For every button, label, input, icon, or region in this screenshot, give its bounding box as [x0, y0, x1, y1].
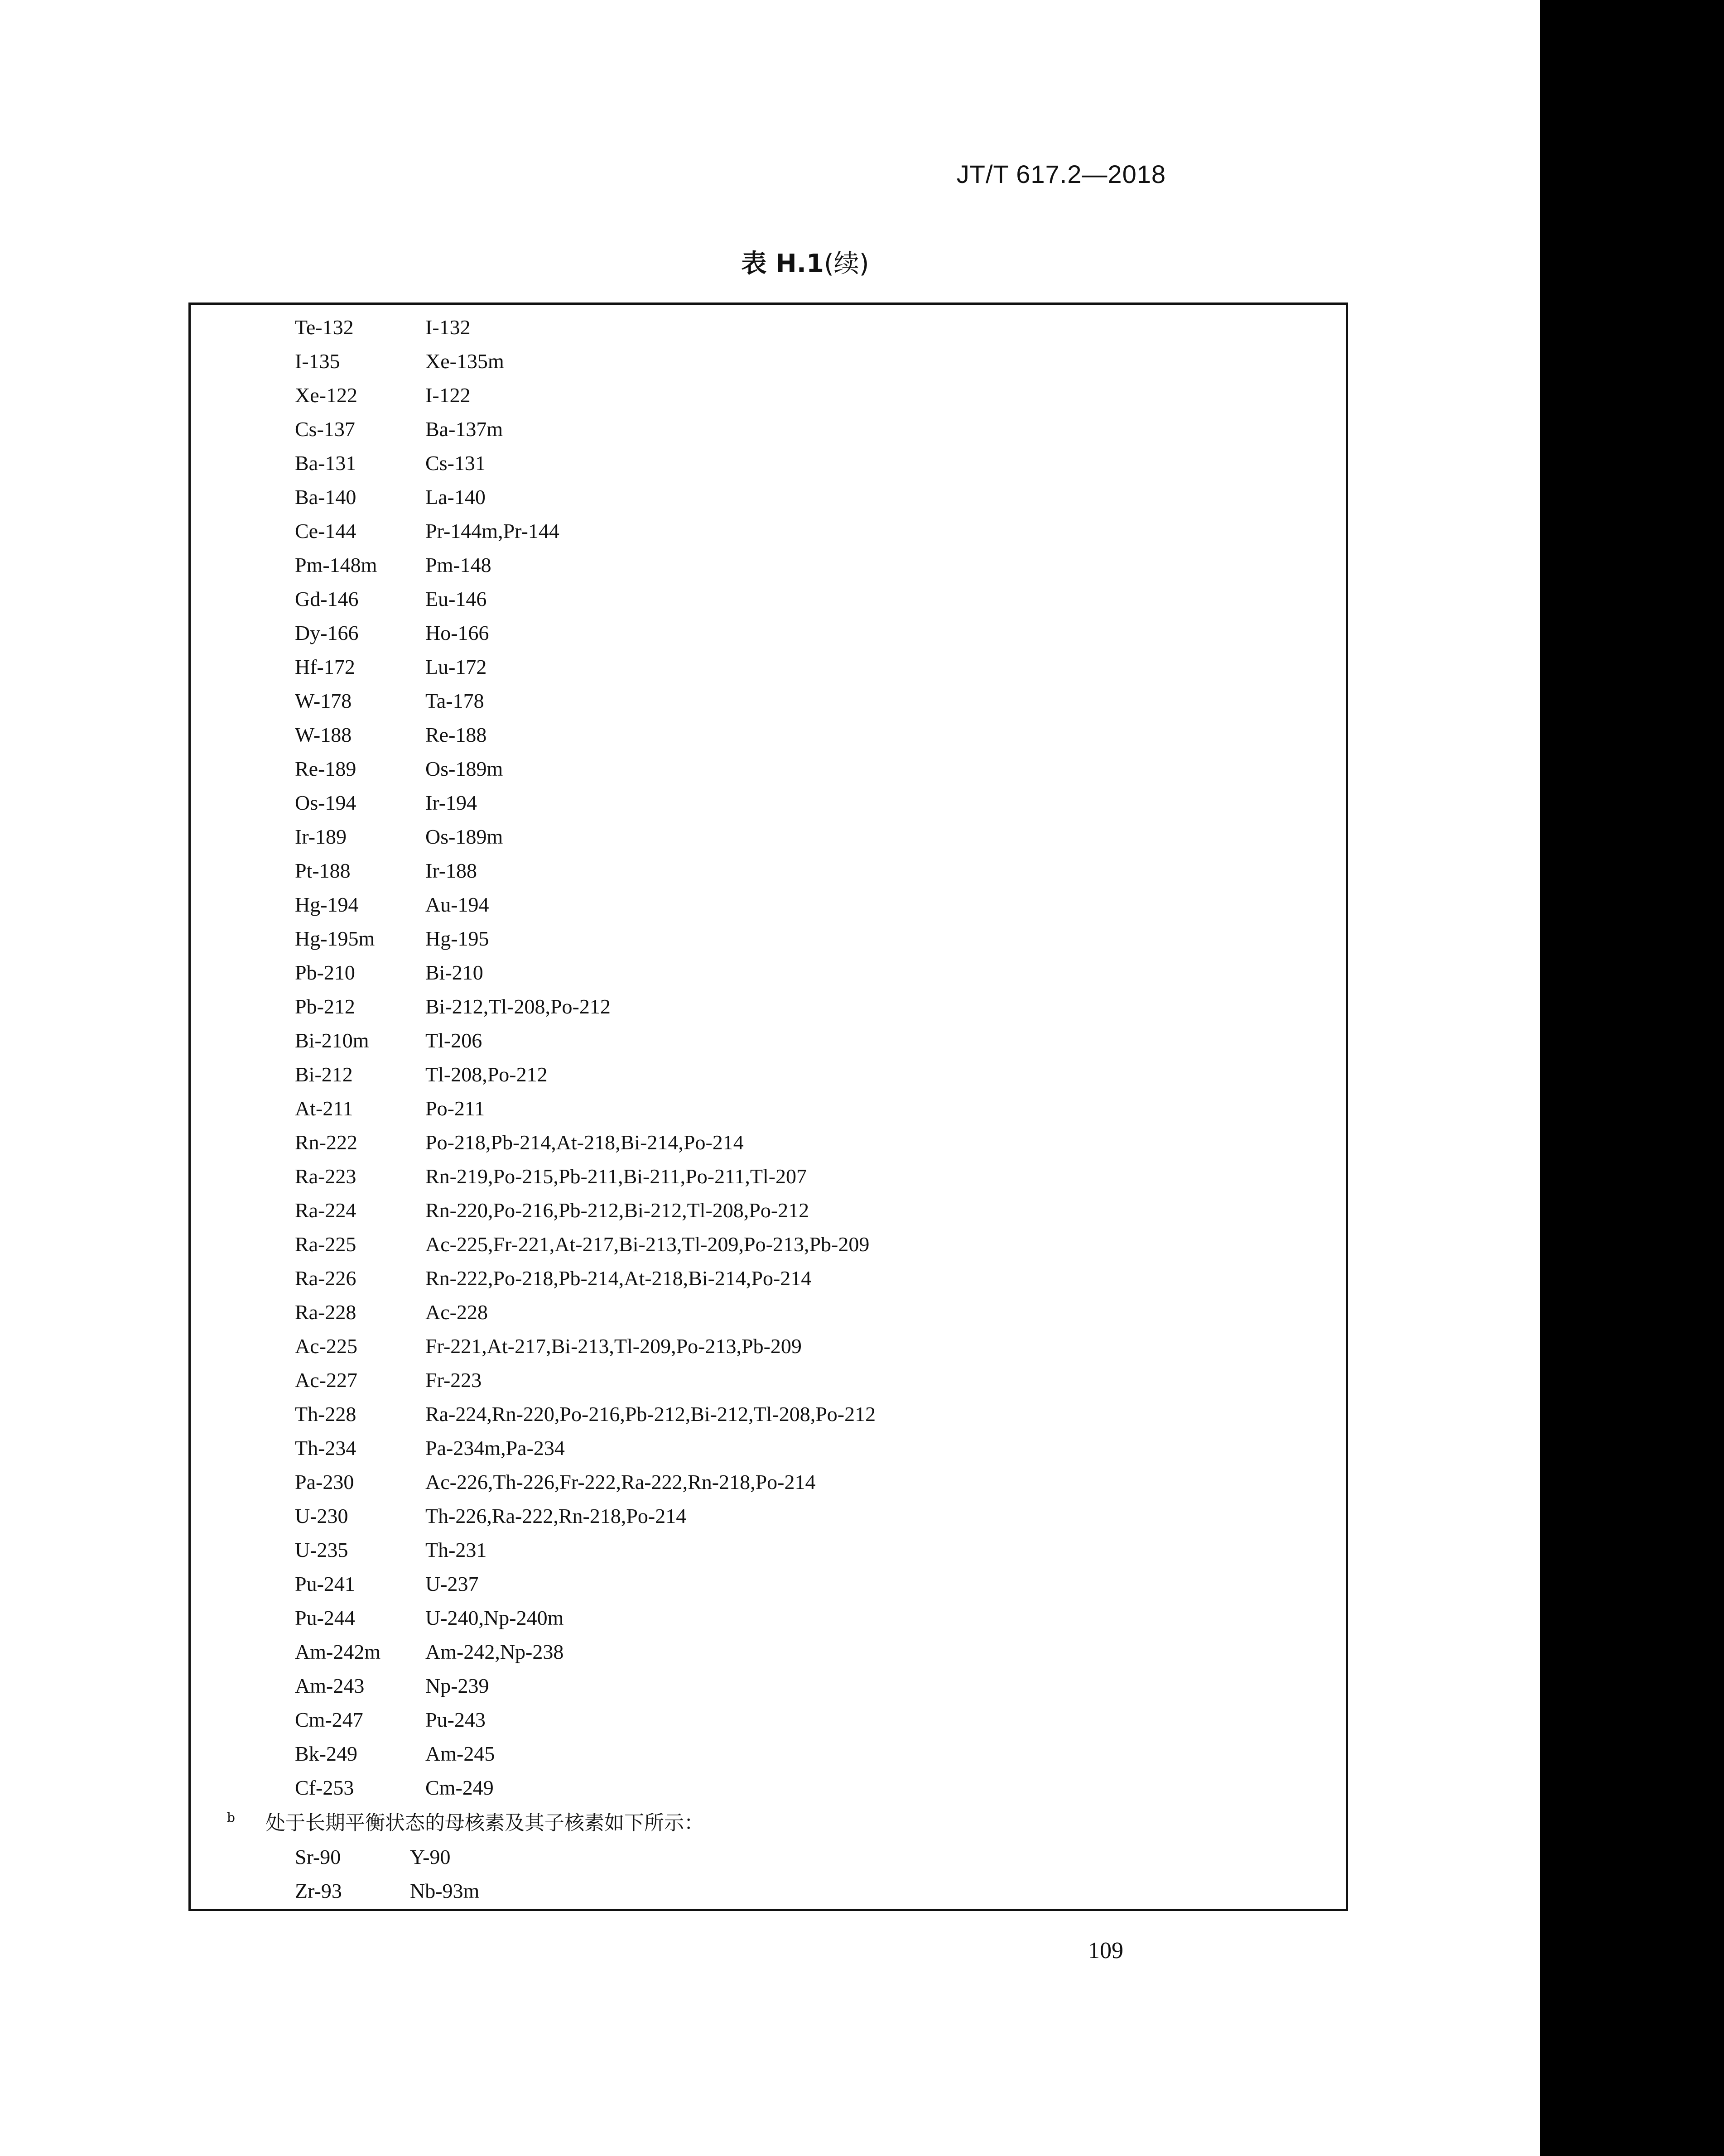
daughter-nuclides: La-140 — [425, 485, 486, 509]
daughter-nuclides: Rn-220,Po-216,Pb-212,Bi-212,Tl-208,Po-212 — [425, 1199, 809, 1222]
parent-nuclide: Pa-230 — [295, 1470, 354, 1493]
daughter-nuclides: Au-194 — [425, 893, 489, 916]
parent-nuclide: At-211 — [295, 1097, 353, 1120]
parent-nuclide: Am-242m — [295, 1640, 381, 1663]
parent-nuclide: Bi-210m — [295, 1029, 369, 1052]
daughter-nuclides: Ac-225,Fr-221,At-217,Bi-213,Tl-209,Po-213,Pb-209 — [425, 1233, 870, 1256]
parent-nuclide: Ra-223 — [295, 1165, 356, 1188]
parent-nuclide: Hg-195m — [295, 927, 375, 950]
standard-code: JT/T 617.2—2018 — [956, 160, 1166, 188]
parent-nuclide: Hg-194 — [295, 893, 359, 916]
daughter-nuclides: Pa-234m,Pa-234 — [425, 1436, 565, 1460]
parent-nuclide: U-230 — [295, 1504, 348, 1527]
footnote-marker: b — [227, 1810, 235, 1825]
daughter-nuclides: Ir-194 — [425, 791, 477, 814]
daughter-nuclides: Ra-224,Rn-220,Po-216,Pb-212,Bi-212,Tl-208,Po-212 — [425, 1402, 876, 1426]
daughter-nuclides: Pm-148 — [425, 553, 491, 576]
table-title — [0, 244, 1610, 280]
daughter-nuclides: Fr-221,At-217,Bi-213,Tl-209,Po-213,Pb-209 — [425, 1335, 802, 1358]
daughter-nuclides: I-122 — [425, 384, 471, 407]
parent-nuclide: Gd-146 — [295, 587, 359, 610]
parent-nuclide: Ce-144 — [295, 519, 356, 543]
daughter-nuclides: Hg-195 — [425, 927, 489, 950]
parent-nuclide: Ba-131 — [295, 451, 356, 475]
daughter-nuclides: Nb-93m — [410, 1879, 480, 1902]
table-title-suffix: (续) — [823, 249, 869, 279]
daughter-nuclides: Am-245 — [425, 1742, 495, 1765]
daughter-nuclides: Ta-178 — [425, 689, 484, 712]
parent-nuclide: Pm-148m — [295, 553, 377, 576]
scan-border — [1540, 0, 1724, 2156]
parent-nuclide: Th-228 — [295, 1402, 356, 1426]
footnote-text: 处于长期平衡状态的母核素及其子核素如下所示： — [265, 1811, 704, 1834]
parent-nuclide: Ac-225 — [295, 1335, 357, 1358]
parent-nuclide: Ir-189 — [295, 825, 347, 848]
daughter-nuclides: Y-90 — [410, 1845, 451, 1868]
parent-nuclide: Pb-210 — [295, 961, 355, 984]
parent-nuclide: Am-243 — [295, 1674, 365, 1697]
parent-nuclide: Pt-188 — [295, 859, 351, 882]
parent-nuclide: W-178 — [295, 689, 352, 712]
table-title-label: 表 H.1 — [741, 249, 824, 279]
daughter-nuclides: Th-231 — [425, 1538, 487, 1561]
parent-nuclide: Pb-212 — [295, 995, 355, 1018]
daughter-nuclides: Eu-146 — [425, 587, 487, 610]
daughter-nuclides: Rn-219,Po-215,Pb-211,Bi-211,Po-211,Tl-207 — [425, 1165, 807, 1188]
daughter-nuclides: Bi-212,Tl-208,Po-212 — [425, 995, 611, 1018]
daughter-nuclides: Re-188 — [425, 723, 487, 746]
parent-nuclide: Bi-212 — [295, 1063, 353, 1086]
daughter-nuclides: Bi-210 — [425, 961, 483, 984]
daughter-nuclides: Ac-228 — [425, 1301, 488, 1324]
parent-nuclide: Xe-122 — [295, 384, 357, 407]
parent-nuclide: Re-189 — [295, 757, 356, 780]
daughter-nuclides: U-237 — [425, 1572, 479, 1595]
daughter-nuclides: Lu-172 — [425, 655, 487, 678]
parent-nuclide: Pu-244 — [295, 1606, 355, 1629]
daughter-nuclides: Ho-166 — [425, 621, 489, 644]
parent-nuclide: Ra-224 — [295, 1199, 356, 1222]
page-number: 109 — [1088, 1938, 1123, 1964]
parent-nuclide: Cm-247 — [295, 1708, 363, 1731]
daughter-nuclides: Ir-188 — [425, 859, 477, 882]
daughter-nuclides: Pr-144m,Pr-144 — [425, 519, 559, 543]
parent-nuclide: Ac-227 — [295, 1369, 357, 1392]
daughter-nuclides: Fr-223 — [425, 1369, 482, 1392]
daughter-nuclides: Th-226,Ra-222,Rn-218,Po-214 — [425, 1504, 687, 1527]
parent-nuclide: Rn-222 — [295, 1131, 357, 1154]
daughter-nuclides: Rn-222,Po-218,Pb-214,At-218,Bi-214,Po-214 — [425, 1267, 812, 1290]
daughter-nuclides: Cs-131 — [425, 451, 486, 475]
parent-nuclide: U-235 — [295, 1538, 348, 1561]
parent-nuclide: Hf-172 — [295, 655, 355, 678]
parent-nuclide: Zr-93 — [295, 1879, 342, 1902]
daughter-nuclides: Cm-249 — [425, 1776, 494, 1799]
daughter-nuclides: Pu-243 — [425, 1708, 486, 1731]
parent-nuclide: Te-132 — [295, 316, 354, 339]
daughter-nuclides: I-132 — [425, 316, 471, 339]
daughter-nuclides: Xe-135m — [425, 350, 504, 373]
parent-nuclide: Bk-249 — [295, 1742, 357, 1765]
daughter-nuclides: Tl-206 — [425, 1029, 482, 1052]
parent-nuclide: Sr-90 — [295, 1845, 341, 1868]
parent-nuclide: I-135 — [295, 350, 340, 373]
parent-nuclide: W-188 — [295, 723, 352, 746]
daughter-nuclides: Po-218,Pb-214,At-218,Bi-214,Po-214 — [425, 1131, 744, 1154]
parent-nuclide: Ba-140 — [295, 485, 356, 509]
parent-nuclide: Dy-166 — [295, 621, 359, 644]
parent-nuclide: Pu-241 — [295, 1572, 355, 1595]
daughter-nuclides: Po-211 — [425, 1097, 485, 1120]
daughter-nuclides: Ba-137m — [425, 418, 503, 441]
parent-nuclide: Cf-253 — [295, 1776, 354, 1799]
parent-nuclide: Ra-228 — [295, 1301, 356, 1324]
parent-nuclide: Cs-137 — [295, 418, 355, 441]
parent-nuclide: Th-234 — [295, 1436, 356, 1460]
daughter-nuclides: Am-242,Np-238 — [425, 1640, 564, 1663]
parent-nuclide: Ra-226 — [295, 1267, 356, 1290]
daughter-nuclides: Os-189m — [425, 825, 503, 848]
daughter-nuclides: Tl-208,Po-212 — [425, 1063, 548, 1086]
daughter-nuclides: Ac-226,Th-226,Fr-222,Ra-222,Rn-218,Po-214 — [425, 1470, 816, 1493]
parent-nuclide: Os-194 — [295, 791, 356, 814]
daughter-nuclides: U-240,Np-240m — [425, 1606, 564, 1629]
nuclide-table — [188, 303, 1348, 1911]
parent-nuclide: Ra-225 — [295, 1233, 356, 1256]
daughter-nuclides: Np-239 — [425, 1674, 489, 1697]
daughter-nuclides: Os-189m — [425, 757, 503, 780]
